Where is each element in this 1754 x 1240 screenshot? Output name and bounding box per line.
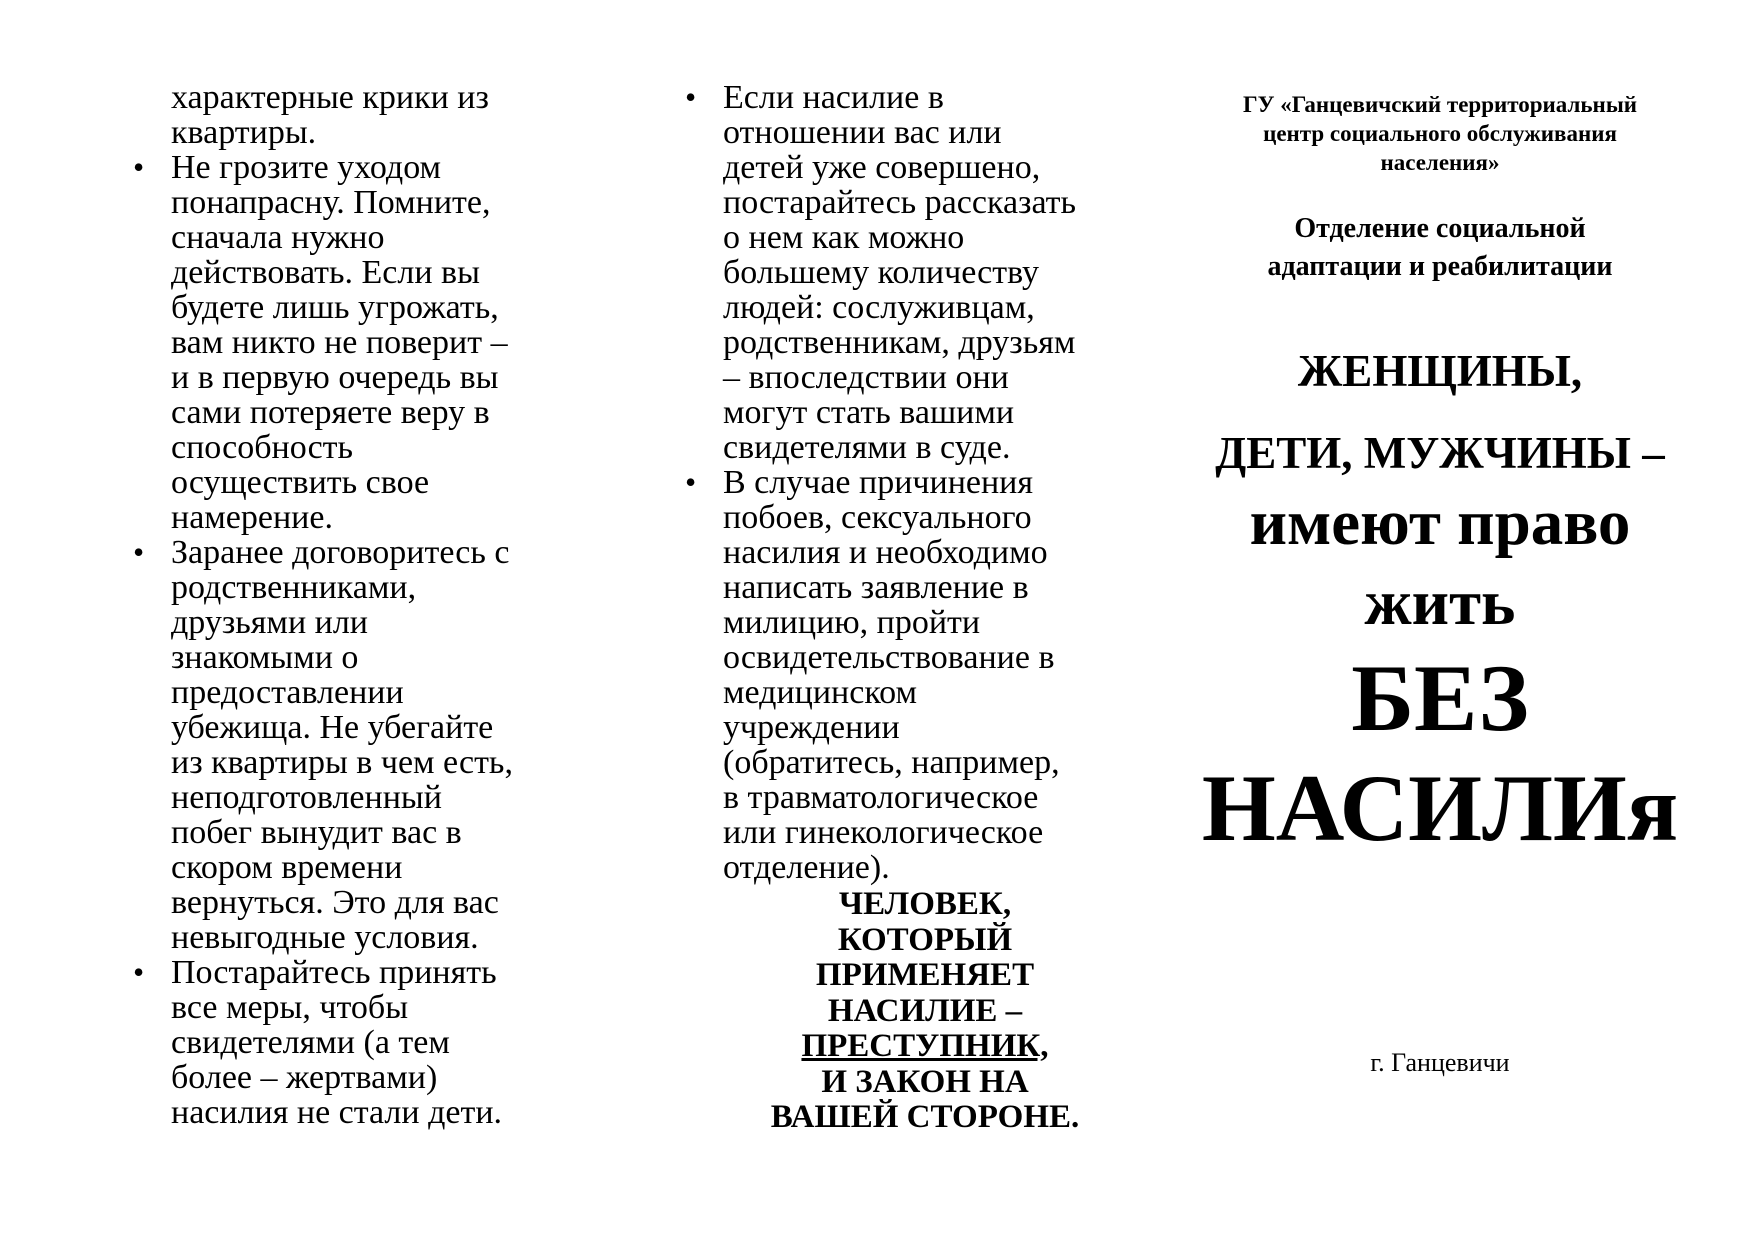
department-name (1180, 210, 1700, 286)
city-name: г. Ганцевичи (1370, 1048, 1510, 1077)
text-line: или гинекологическое (723, 814, 1044, 851)
text-line: квартиры. (171, 114, 317, 151)
text-line: неподготовленный (171, 779, 442, 816)
text-line: – впоследствии они (723, 359, 1009, 396)
text-line: насилия и необходимо (723, 534, 1048, 571)
slogan-line: ЧЕЛОВЕК, (838, 886, 1012, 922)
text-line: о нем как можно (723, 219, 965, 256)
text-line: предоставлении (171, 674, 404, 711)
text-line: большему количеству (723, 254, 1039, 291)
text-line: отношении вас или (723, 114, 1002, 151)
text-line: более – жертвами) (171, 1059, 438, 1096)
org-line: центр социального обслуживания (1263, 121, 1617, 146)
slogan-line: НАСИЛИЕ – (827, 992, 1023, 1029)
org-line: населения» (1380, 150, 1500, 175)
text-line: вернуться. Это для вас (171, 884, 499, 921)
text-line: свидетелями (а тем (171, 1024, 450, 1061)
text-line: вам никто не поверит – (171, 324, 508, 361)
list-item (680, 465, 1140, 885)
text-line: сами потеряете веру в (171, 394, 490, 431)
slogan-line: КОТОРЫЙ (837, 921, 1013, 958)
slogan (680, 887, 1140, 1136)
headline-line: имеют право (1249, 487, 1631, 559)
text-line: осуществить свое (171, 464, 430, 501)
text-line: Не грозите уходом (171, 149, 442, 186)
text-line: людей: сослуживцам, (723, 289, 1035, 326)
text-line: учреждении (723, 709, 900, 746)
left-column (128, 80, 568, 1130)
headline-line: БЕЗ (1351, 645, 1529, 751)
slogan-line: ВАШЕЙ СТОРОНЕ. (770, 1099, 1080, 1135)
headline-line: жить (1364, 567, 1516, 639)
text-line: Постарайтесь принять (171, 954, 497, 991)
text-line: сначала нужно (171, 219, 385, 256)
text-line: невыгодные условия. (171, 919, 479, 956)
text-line: (обратитесь, например, (723, 744, 1060, 781)
org-line: ГУ «Ганцевичский территориальный (1242, 92, 1638, 117)
list-item (128, 150, 568, 535)
text-line: знакомыми о (171, 639, 359, 676)
text-line: убежища. Не убегайте (171, 709, 494, 746)
text-line: способность (171, 429, 354, 466)
list-item (128, 535, 568, 955)
text-line: свидетелями в суде. (723, 429, 1011, 466)
headline-line: ДЕТИ, МУЖЧИНЫ – (1215, 428, 1665, 478)
text-line: побег вынудит вас в (171, 814, 462, 851)
slogan-line: ПРИМЕНЯЕТ (815, 957, 1035, 993)
text-line: милицию, пройти (723, 604, 981, 641)
dept-line: адаптации и реабилитации (1267, 251, 1613, 282)
text-line: отделение). (723, 849, 890, 886)
advice-list (128, 150, 568, 1130)
text-line: детей уже совершено, (723, 149, 1041, 186)
text-line: родственниками, (171, 569, 417, 606)
text-line: Заранее договоритесь с (171, 534, 510, 571)
text-line: понапрасну. Помните, (171, 184, 491, 221)
text-line: побоев, сексуального (723, 499, 1032, 536)
text-line: все меры, чтобы (171, 989, 409, 1026)
list-item (680, 80, 1140, 465)
text-line: друзьями или (171, 604, 368, 641)
list-item (128, 955, 568, 1130)
text-line: родственникам, друзьям (723, 324, 1076, 361)
text-line: освидетельствование в (723, 639, 1055, 676)
dept-line: Отделение социальной (1294, 213, 1586, 244)
text-line: характерные крики из (171, 79, 489, 116)
organization-name (1180, 90, 1700, 177)
text-line: могут стать вашими (723, 394, 1015, 431)
text-line: медицинском (723, 674, 917, 711)
text-line: постарайтесь рассказать (723, 184, 1077, 221)
text-line: скором времени (171, 849, 403, 886)
text-line: и в первую очередь вы (171, 359, 499, 396)
slogan-line-underlined: ПРЕСТУПНИК, (801, 1028, 1049, 1064)
text-line: действовать. Если вы (171, 254, 480, 291)
advice-list (680, 80, 1140, 885)
text-line: написать заявление в (723, 569, 1029, 606)
headline-line: ЖЕНЩИНЫ, (1297, 346, 1583, 396)
headline-line: НАСИЛИя (1201, 755, 1679, 861)
text-line: будете лишь угрожать, (171, 289, 499, 326)
slogan-line: И ЗАКОН НА (821, 1063, 1029, 1100)
continued-paragraph (128, 80, 568, 150)
text-line: насилия не стали дети. (171, 1094, 503, 1131)
text-line: В случае причинения (723, 464, 1034, 501)
text-line: в травматологическое (723, 779, 1039, 816)
text-line: Если насилие в (723, 79, 944, 116)
text-line: намерение. (171, 499, 333, 536)
text-line: из квартиры в чем есть, (171, 744, 513, 781)
cover-panel (1180, 80, 1700, 1078)
middle-column (680, 80, 1140, 1136)
